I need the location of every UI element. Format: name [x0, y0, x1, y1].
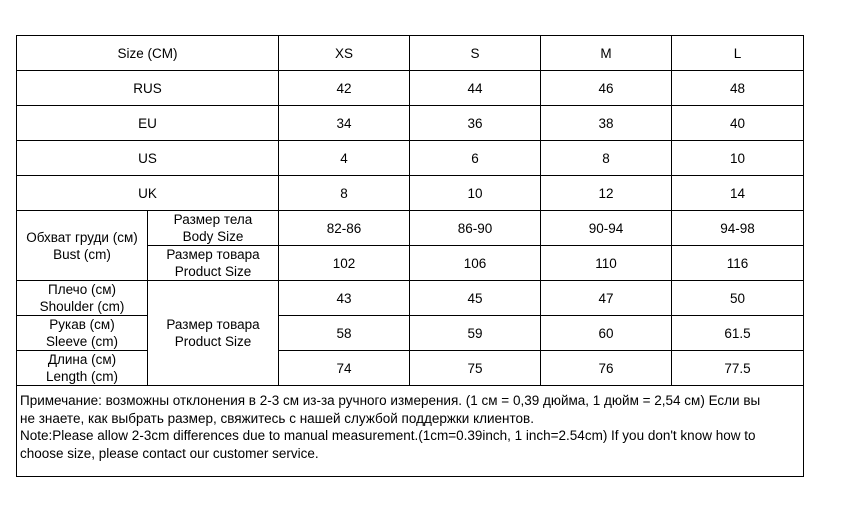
table-cell: 14	[672, 176, 804, 211]
table-cell: 44	[410, 71, 541, 106]
bust-label-ru: Обхват груди (см)	[26, 229, 138, 245]
table-cell: 6	[410, 141, 541, 176]
table-cell: 38	[541, 106, 672, 141]
bust-label-en: Bust (cm)	[53, 246, 111, 262]
table-cell: 106	[410, 246, 541, 281]
table-cell: 58	[279, 316, 410, 351]
size-header-m: M	[541, 36, 672, 71]
note-row	[17, 386, 804, 477]
sleeve-label-ru: Рукав (см)	[49, 317, 115, 332]
row-label: RUS	[17, 71, 279, 106]
table-cell: 45	[410, 281, 541, 316]
size-header-xs: XS	[279, 36, 410, 71]
table-cell: 75	[410, 351, 541, 386]
table-cell: 61.5	[672, 316, 804, 351]
table-cell: 74	[279, 351, 410, 386]
table-cell: 42	[279, 71, 410, 106]
bust-label	[17, 211, 148, 281]
table-cell: 86-90	[410, 211, 541, 246]
table-cell: 94-98	[672, 211, 804, 246]
table-cell: 46	[541, 71, 672, 106]
row-label: EU	[17, 106, 279, 141]
table-cell: 12	[541, 176, 672, 211]
table-cell: 82-86	[279, 211, 410, 246]
table-cell: 77.5	[672, 351, 804, 386]
product-size-group-label-en: Product Size	[174, 334, 252, 349]
table-row-eu	[17, 106, 804, 141]
sleeve-label-en: Sleeve (cm)	[45, 334, 118, 349]
size-header-l: L	[672, 36, 804, 71]
table-cell: 60	[541, 316, 672, 351]
size-header-s: S	[410, 36, 541, 71]
measurement-note	[17, 386, 804, 477]
table-cell: 102	[279, 246, 410, 281]
table-row-uk	[17, 176, 804, 211]
length-label-ru: Длина (см)	[47, 352, 117, 367]
table-cell: 90-94	[541, 211, 672, 246]
shoulder-label-ru: Плечо (см)	[48, 282, 116, 297]
length-label-en: Length (cm)	[45, 369, 119, 384]
body-size-label-en: Body Size	[182, 229, 244, 244]
table-row-bust-body	[17, 211, 804, 246]
table-cell: 34	[279, 106, 410, 141]
sleeve-label	[17, 316, 148, 351]
table-cell: 59	[410, 316, 541, 351]
table-row-shoulder	[17, 281, 804, 316]
table-row-length	[17, 351, 804, 386]
length-label	[17, 351, 148, 386]
table-cell: 47	[541, 281, 672, 316]
product-size-group-label	[148, 281, 279, 386]
table-cell: 10	[410, 176, 541, 211]
product-size-label	[148, 246, 279, 281]
table-cell: 4	[279, 141, 410, 176]
table-row-sleeve	[17, 316, 804, 351]
note-ru-line-1: Примечание: возможны отклонения в 2-3 см из-за ручного измерения. (1 см = 0,39 дюйма, 1 дюйм = 2,54 см) Если вы	[20, 393, 761, 408]
product-size-group-label-ru: Размер товара	[166, 317, 260, 332]
body-size-label	[148, 211, 279, 246]
table-cell: 10	[672, 141, 804, 176]
table-cell: 8	[541, 141, 672, 176]
table-cell: 48	[672, 71, 804, 106]
shoulder-label	[17, 281, 148, 316]
table-cell: 43	[279, 281, 410, 316]
table-row-rus	[17, 71, 804, 106]
shoulder-label-en: Shoulder (cm)	[39, 299, 125, 314]
header-row	[17, 36, 804, 71]
header-label: Size (CM)	[17, 36, 279, 71]
row-label: US	[17, 141, 279, 176]
row-label: UK	[17, 176, 279, 211]
note-en-line-1: Note:Please allow 2-3cm differences due to manual measurement.(1cm=0.39inch, 1 inch=2.54cm) If you don't know how to	[20, 428, 756, 443]
body-size-label-ru: Размер тела	[173, 212, 253, 227]
table-cell: 50	[672, 281, 804, 316]
table-row-us	[17, 141, 804, 176]
size-chart-table	[16, 35, 804, 477]
note-en-line-2: choose size, please contact our customer service.	[20, 445, 319, 461]
product-size-label-ru: Размер товара	[166, 247, 260, 262]
table-cell: 36	[410, 106, 541, 141]
table-cell: 110	[541, 246, 672, 281]
table-cell: 8	[279, 176, 410, 211]
table-cell: 40	[672, 106, 804, 141]
product-size-label-en: Product Size	[174, 264, 252, 279]
table-cell: 116	[672, 246, 804, 281]
table-cell: 76	[541, 351, 672, 386]
note-ru-line-2: не знаете, как выбрать размер, свяжитесь с нашей службой поддержки клиентов.	[20, 410, 534, 426]
